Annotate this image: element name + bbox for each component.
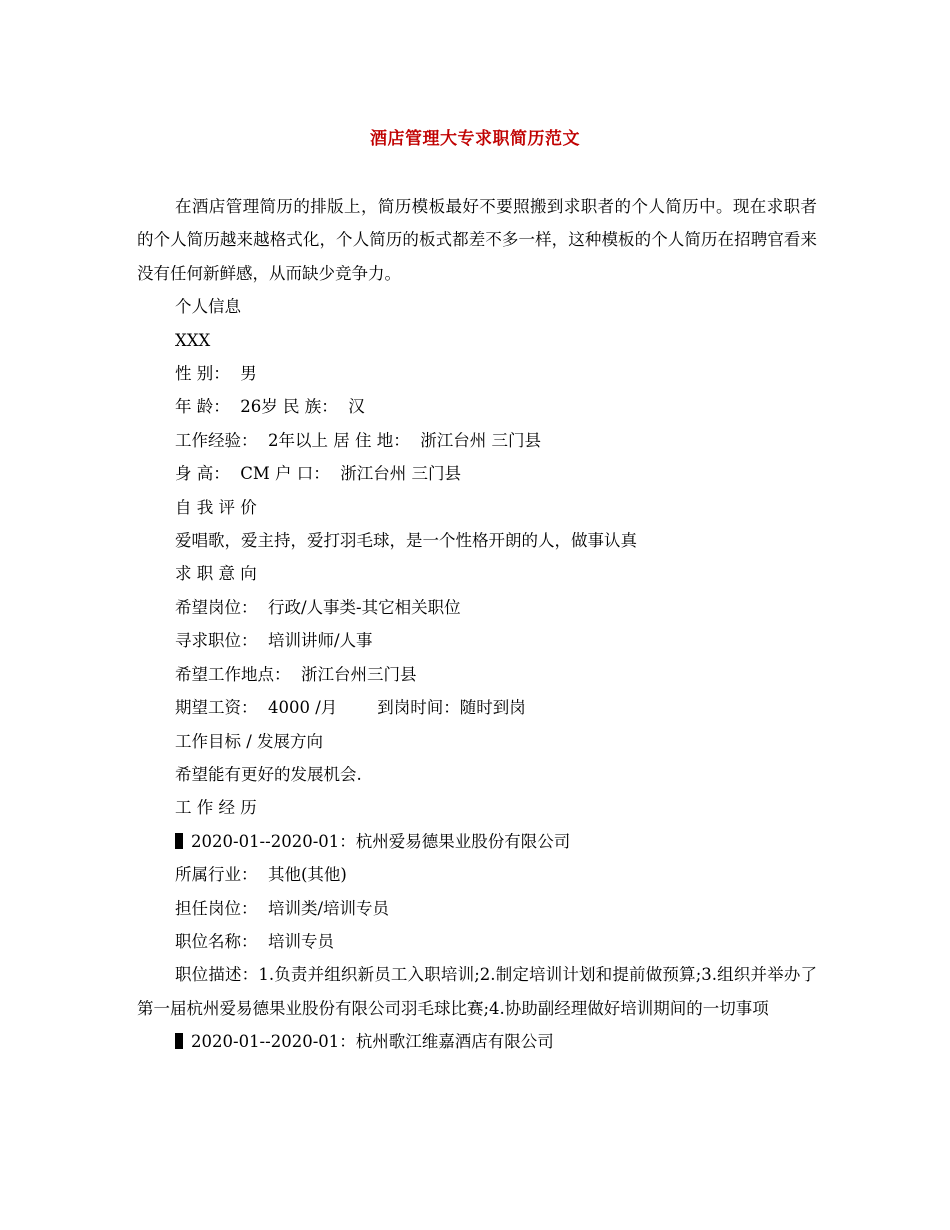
candidate-name: XXX (175, 330, 211, 350)
job-intention-heading: 求 职 意 向 (175, 564, 257, 584)
gender-line: 性 别： 男 (175, 364, 257, 384)
expected-salary: 期望工资： 4000 /月 (175, 698, 338, 718)
experience-residence-line: 工作经验： 2年以上 居 住 地： 浙江台州 三门县 (175, 430, 541, 450)
document-body (137, 190, 817, 1059)
job2-header (137, 1025, 817, 1058)
document-title: 酒店管理大专求职简历范文 (370, 129, 580, 149)
job1-header-text: 2020-01--2020-01：杭州爱易德果业股份有限公司 (191, 831, 571, 851)
desired-position-line: 希望岗位： 行政/人事类-其它相关职位 (175, 597, 461, 617)
self-evaluation-heading: 自 我 评 价 (175, 497, 257, 517)
job1-description: 职位描述：1.负责并组织新员工入职培训;2.制定培训计划和提前做预算;3.组织并举办了第一届杭州爱易德果业股份有限公司羽毛球比赛;4.协助副经理做好培训期间的一切事项 (137, 965, 817, 1018)
job1-industry: 所属行业： 其他(其他) (175, 865, 347, 885)
work-goal-text: 希望能有更好的发展机会. (175, 764, 362, 784)
job1-header (137, 825, 817, 858)
job1-post: 担任岗位： 培训类/培训专员 (175, 898, 390, 918)
age-ethnicity-line: 年 龄： 26岁 民 族： 汉 (175, 397, 365, 417)
arrival-time: 到岗时间：随时到岗 (377, 698, 526, 718)
salary-arrival-line (137, 691, 817, 724)
work-goal-heading: 工作目标 / 发展方向 (175, 731, 324, 751)
self-evaluation-text: 爱唱歌，爱主持，爱打羽毛球，是一个性格开朗的人，做事认真 (175, 531, 637, 551)
desired-location-line: 希望工作地点： 浙江台州三门县 (175, 664, 417, 684)
work-experience-heading: 工 作 经 历 (175, 798, 257, 818)
seeking-position-line: 寻求职位： 培训讲师/人事 (175, 631, 373, 651)
intro-paragraph: 在酒店管理简历的排版上，简历模板最好不要照搬到求职者的个人简历中。现在求职者的个人简历越来越格式化，个人简历的板式都差不多一样，这种模板的个人简历在招聘官看来没有任何新鲜感，从而缺少竞争力。 (137, 197, 817, 283)
block-bullet-icon (175, 833, 183, 849)
personal-info-heading: 个人信息 (175, 297, 241, 317)
job2-header-text: 2020-01--2020-01：杭州歌江维嘉酒店有限公司 (191, 1032, 554, 1052)
height-hukou-line: 身 高： CM 户 口： 浙江台州 三门县 (175, 464, 461, 484)
job1-title: 职位名称： 培训专员 (175, 931, 334, 951)
block-bullet-icon (175, 1033, 183, 1049)
